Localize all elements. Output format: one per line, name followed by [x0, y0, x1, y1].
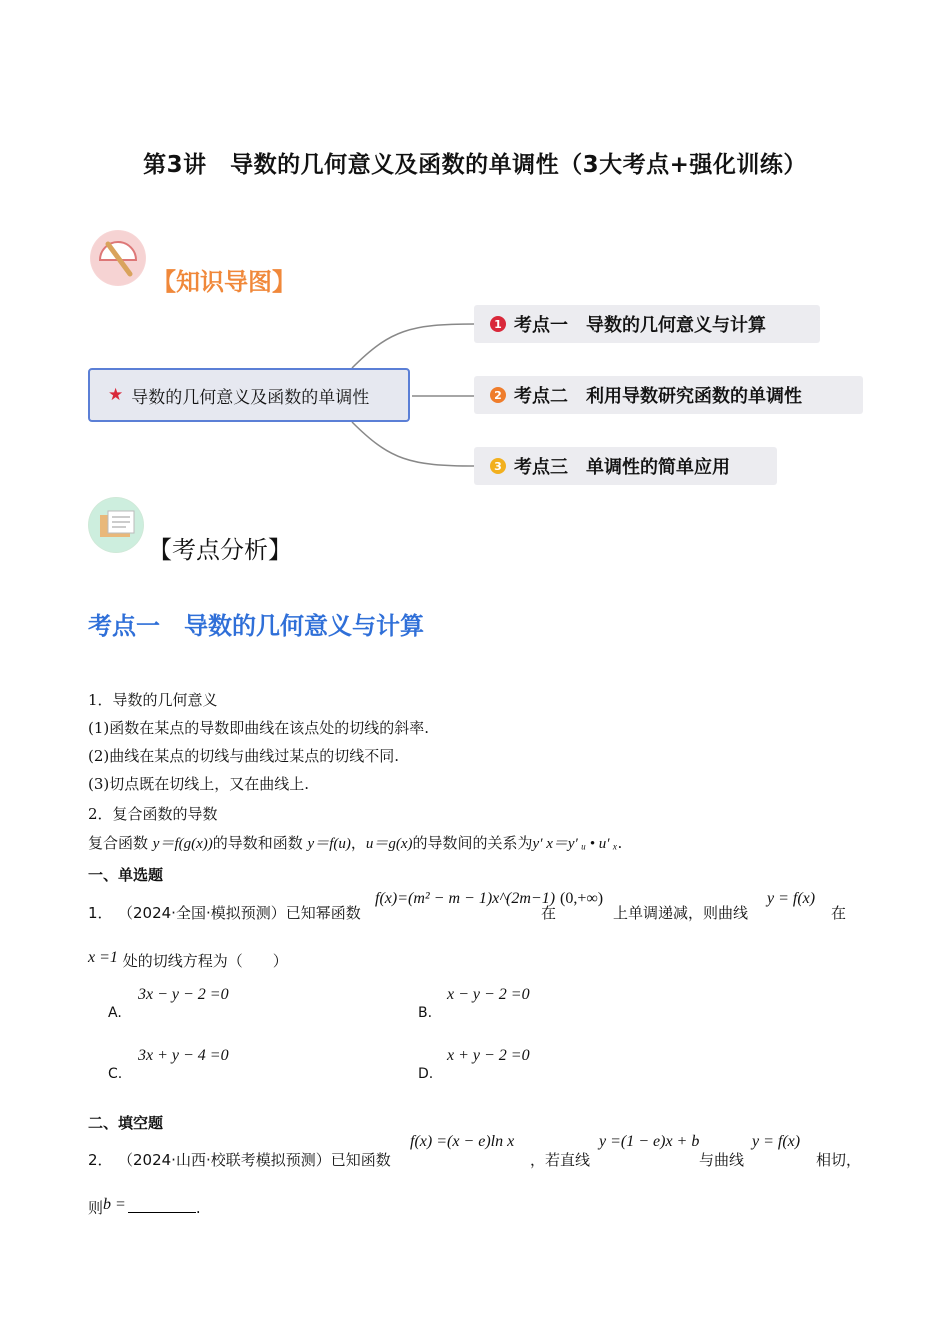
option-formula: 3x − y − 2 =0: [138, 986, 229, 1003]
option-formula: x − y − 2 =0: [447, 986, 530, 1003]
option-a[interactable]: [108, 986, 229, 1021]
branch-label: 考点二 利用导数研究函数的单调性: [514, 386, 802, 407]
option-key: A.: [108, 1005, 122, 1021]
formula: u＝g(x): [365, 836, 413, 852]
option-key: D.: [418, 1066, 434, 1082]
note-line: [88, 832, 622, 853]
mindmap-branch-3: [474, 447, 777, 485]
branch-label: 考点一 导数的几何意义与计算: [514, 315, 766, 336]
question-source: （2024·全国·模拟预测）已知幂函数: [118, 904, 361, 922]
formula: y = f(x): [767, 890, 816, 907]
question-source: （2024·山西·校联考模拟预测）已知函数: [118, 1151, 391, 1169]
note-text: 的导数和函数: [212, 834, 308, 852]
folder-icon: [88, 497, 144, 553]
question-number: 2．: [88, 1151, 113, 1169]
number-badge-icon: 3: [490, 458, 506, 474]
formula: y = f(x): [752, 1133, 801, 1150]
center-node-label: 导数的几何意义及函数的单调性: [131, 387, 370, 408]
option-formula: 3x + y − 4 =0: [138, 1047, 229, 1064]
formula: f(x) =(x − e)ln x: [410, 1133, 515, 1150]
formula: y＝f(u): [307, 836, 351, 852]
note-line: (1)函数在某点的导数即曲线在该点处的切线的斜率.: [88, 719, 430, 737]
analysis-heading: 【考点分析】: [148, 536, 292, 564]
section-heading-fill-blank: 二、填空题: [88, 1114, 164, 1132]
formula: y＝f(g(x)): [152, 836, 213, 852]
formula: y =(1 − e)x + b: [599, 1133, 700, 1150]
question-1-line-1: [88, 890, 868, 930]
question-1-line-2: [88, 950, 288, 971]
formula: b =: [103, 1196, 126, 1213]
question-number: 1．: [88, 904, 113, 922]
question-text: 上单调递减，则曲线: [613, 904, 749, 922]
option-formula: x + y − 2 =0: [447, 1047, 530, 1064]
note-text: 复合函数: [88, 834, 153, 852]
answer-blank[interactable]: [128, 1196, 196, 1213]
option-b[interactable]: [418, 986, 530, 1021]
question-2-line-1: [88, 1133, 868, 1173]
question-text: ，若直线: [530, 1151, 591, 1169]
question-text: 则: [88, 1199, 104, 1217]
protractor-icon: [90, 230, 146, 286]
page-title: 第3讲 导数的几何意义及函数的单调性（3大考点+强化训练）: [143, 152, 807, 178]
question-2-line-2: [88, 1196, 201, 1218]
note-line: (3)切点既在切线上，又在曲线上.: [88, 775, 310, 793]
mindmap-branch-2: [474, 376, 863, 414]
section-title-kp1: 考点一 导数的几何意义与计算: [88, 612, 424, 640]
mindmap-center-node: [88, 368, 410, 422]
mindmap-branch-1: [474, 305, 820, 343]
note-line: (2)曲线在某点的切线与曲线过某点的切线不同.: [88, 747, 400, 765]
option-key: B.: [418, 1005, 433, 1021]
formula: f(x)=(m² − m − 1)x^(2m−1): [375, 890, 556, 907]
note-line: 1．导数的几何意义: [88, 691, 218, 709]
note-text: ，: [350, 834, 366, 852]
section-heading-single-choice: 一、单选题: [88, 866, 164, 884]
branch-label: 考点三 单调性的简单应用: [514, 457, 730, 478]
option-d[interactable]: [418, 1047, 530, 1082]
formula: x =1: [88, 949, 118, 966]
question-text: 在: [541, 904, 557, 922]
formula: y′ x＝y′ ᵤ • u′ ₓ: [532, 836, 618, 852]
option-c[interactable]: [108, 1047, 229, 1082]
option-key: C.: [108, 1066, 123, 1082]
note-text: 的导数间的关系为: [412, 834, 533, 852]
question-text: .: [195, 1199, 201, 1217]
question-text: 与曲线: [699, 1151, 745, 1169]
note-line: 2．复合函数的导数: [88, 805, 218, 823]
mindmap-heading: 【知识导图】: [152, 268, 296, 296]
star-icon: ★: [108, 385, 124, 405]
question-text: 在: [831, 904, 847, 922]
formula: (0,+∞): [560, 890, 604, 907]
number-badge-icon: 1: [490, 316, 506, 332]
number-badge-icon: 2: [490, 387, 506, 403]
question-text: 处的切线方程为（ ）: [122, 952, 288, 970]
note-text: .: [617, 834, 623, 852]
question-text: 相切，: [816, 1151, 862, 1169]
